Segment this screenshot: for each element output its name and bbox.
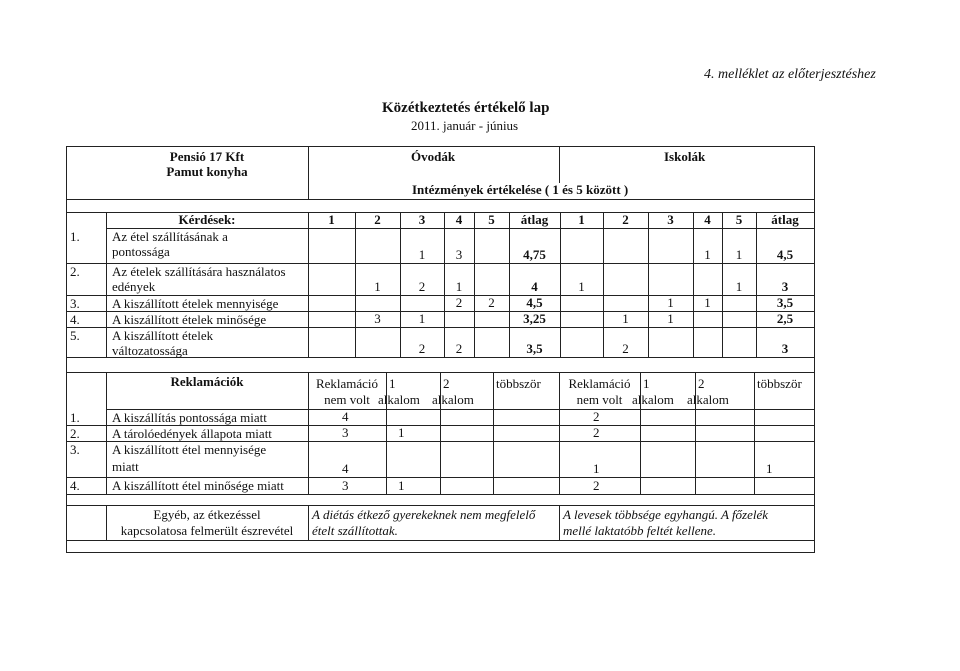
- complaint-col-header: 1: [389, 376, 396, 391]
- questions-header: Kérdések:: [178, 212, 236, 227]
- score-cell: 1: [455, 279, 463, 294]
- complaint-cell: 1: [593, 461, 600, 476]
- question-text-cont: pontossága: [112, 244, 170, 259]
- complaint-col-header-cont: nem volt: [324, 392, 370, 407]
- other-iskola-line1: A levesek többsége egyhangú. A főzelék: [563, 507, 769, 522]
- other-iskola-line2: mellé laktatóbb feltét kellene.: [563, 523, 717, 538]
- complaint-cell: 2: [593, 409, 600, 424]
- score-col-header: 3: [418, 212, 426, 227]
- score-cell: 3: [455, 247, 463, 262]
- score-cell: 4: [531, 279, 538, 294]
- complaint-col-header: Reklamáció: [315, 376, 379, 391]
- complaint-cell: 2: [593, 478, 600, 493]
- score-col-header: átlag: [520, 212, 549, 227]
- document-title: Közétkeztetés értékelő lap: [382, 100, 550, 116]
- complaint-cell: 2: [593, 425, 600, 440]
- score-cell: 1: [667, 311, 674, 326]
- question-text: A kiszállított ételek mennyisége: [112, 296, 279, 311]
- score-col-header: 1: [578, 212, 585, 227]
- provider-kitchen: Pamut konyha: [166, 164, 248, 179]
- question-text: Az ételek szállítására használatos: [112, 264, 286, 279]
- score-cell: 1: [578, 279, 585, 294]
- complaints-header: Reklamációk: [170, 374, 244, 389]
- score-cell: 3: [374, 311, 381, 326]
- score-cell: 3: [781, 279, 789, 294]
- complaint-cell: 3: [342, 425, 349, 440]
- question-number: 4.: [70, 312, 80, 327]
- score-cell: 1: [735, 247, 743, 262]
- other-label-line2: kapcsolatosa felmerült észrevétel: [120, 523, 294, 538]
- question-text-cont: változatossága: [112, 343, 188, 358]
- score-cell: 3,5: [776, 295, 794, 310]
- score-cell: 2: [488, 295, 495, 310]
- question-text: Az étel szállításának a: [112, 229, 228, 244]
- annex-label: 4. melléklet az előterjesztéshez: [704, 67, 876, 82]
- complaint-col-header: Reklamáció: [568, 376, 631, 391]
- score-cell: 4,75: [523, 247, 546, 262]
- complaint-col-header: többször: [757, 376, 802, 391]
- complaint-text-cont: miatt: [112, 459, 139, 474]
- score-cell: 1: [622, 311, 629, 326]
- score-cell: 1: [735, 279, 743, 294]
- score-cell: 3,25: [523, 311, 546, 326]
- complaint-number: 1.: [70, 410, 80, 425]
- question-number: 1.: [70, 229, 80, 244]
- group-iskolak: Iskolák: [664, 149, 706, 164]
- score-cell: 1: [374, 279, 381, 294]
- question-number: 3.: [70, 296, 80, 311]
- complaint-text: A kiszállítás pontossága miatt: [112, 410, 267, 425]
- complaint-col-header: 2: [443, 376, 450, 391]
- group-ovodak: Óvodák: [411, 149, 456, 164]
- other-ovoda-line2: ételt szállítottak.: [312, 523, 398, 538]
- complaint-cell: 4: [342, 409, 349, 424]
- score-col-header: 5: [735, 212, 743, 227]
- score-cell: 2: [418, 279, 426, 294]
- complaint-col-header-cont: nem volt: [576, 392, 623, 407]
- score-col-header: 5: [488, 212, 495, 227]
- score-cell: 2: [622, 341, 629, 356]
- score-cell: 1: [418, 247, 426, 262]
- complaint-cell: 4: [342, 461, 349, 476]
- complaint-cell: 1: [398, 425, 405, 440]
- score-cell: 1: [704, 295, 711, 310]
- score-col-header: 2: [622, 212, 629, 227]
- score-cell: 4,5: [526, 295, 543, 310]
- score-cell: 2: [455, 295, 463, 310]
- score-col-header: 4: [455, 212, 463, 227]
- complaint-col-header-cont: alkalom: [687, 392, 729, 407]
- score-cell: 2: [418, 341, 426, 356]
- complaint-cell: 3: [342, 478, 349, 493]
- score-col-header: átlag: [771, 212, 799, 227]
- score-cell: 1: [667, 295, 674, 310]
- question-number: 2.: [70, 264, 80, 279]
- complaint-col-header-cont: alkalom: [632, 392, 674, 407]
- complaint-text: A tárolóedények állapota miatt: [112, 426, 272, 441]
- score-cell: 2: [455, 341, 463, 356]
- provider-name: Pensió 17 Kft: [169, 149, 245, 164]
- complaint-number: 3.: [70, 442, 80, 457]
- question-number: 5.: [70, 328, 80, 343]
- score-col-header: 4: [704, 212, 711, 227]
- question-text-cont: edények: [112, 279, 156, 294]
- other-label-line1: Egyéb, az étkezéssel: [153, 507, 261, 522]
- complaint-text: A kiszállított étel minősége miatt: [112, 478, 284, 493]
- complaint-cell: 1: [766, 461, 773, 476]
- score-col-header: 1: [328, 212, 335, 227]
- complaint-cell: 1: [398, 478, 405, 493]
- complaint-col-header: 2: [698, 376, 705, 391]
- score-cell: 2,5: [776, 311, 794, 326]
- question-text: A kiszállított ételek: [112, 328, 214, 343]
- complaint-number: 2.: [70, 426, 80, 441]
- complaint-col-header-cont: alkalom: [378, 392, 420, 407]
- complaint-col-header-cont: alkalom: [432, 392, 474, 407]
- score-cell: 3,5: [526, 341, 543, 356]
- other-ovoda-line1: A diétás étkező gyerekeknek nem megfelelő: [312, 507, 536, 522]
- score-cell: 3: [781, 341, 789, 356]
- score-cell: 1: [704, 247, 711, 262]
- period-label: 2011. január - június: [411, 118, 519, 133]
- complaint-col-header: 1: [643, 376, 650, 391]
- score-col-header: 2: [374, 212, 381, 227]
- score-cell: 4,5: [776, 247, 794, 262]
- scale-note: Intézmények értékelése ( 1 és 5 között ): [412, 182, 629, 197]
- complaint-number: 4.: [70, 478, 80, 493]
- complaint-col-header: többször: [496, 376, 541, 391]
- score-cell: 1: [418, 311, 426, 326]
- score-col-header: 3: [667, 212, 674, 227]
- question-text: A kiszállított ételek minősége: [112, 312, 267, 327]
- complaint-text: A kiszállított étel mennyisége: [112, 442, 267, 457]
